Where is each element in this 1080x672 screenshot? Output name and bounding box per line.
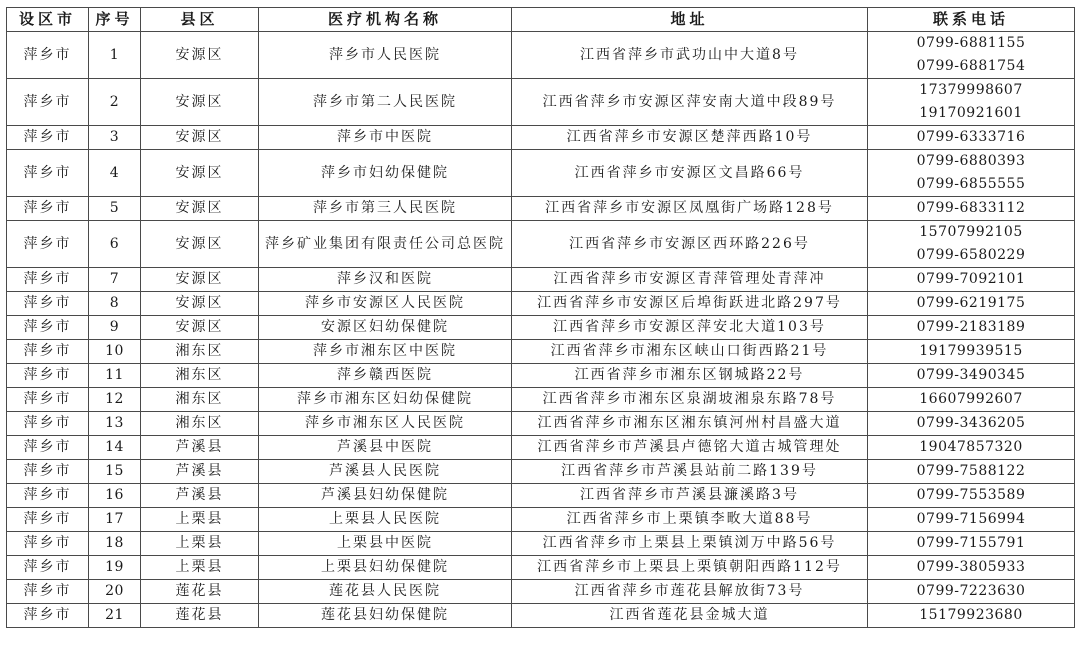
cell-county: 芦溪县	[141, 436, 259, 460]
cell-number: 9	[89, 316, 141, 340]
cell-city: 萍乡市	[7, 460, 89, 484]
table-row	[7, 221, 1075, 268]
cell-phone	[868, 340, 1075, 364]
cell-phone	[868, 32, 1075, 79]
cell-city: 萍乡市	[7, 340, 89, 364]
cell-address: 江西省萍乡市安源区文昌路66号	[512, 150, 868, 197]
table-row	[7, 604, 1075, 628]
table-row	[7, 388, 1075, 412]
cell-county: 安源区	[141, 79, 259, 126]
phone-number: 19047857320	[919, 439, 1023, 455]
cell-county: 上栗县	[141, 508, 259, 532]
header-county: 县区	[141, 8, 259, 32]
cell-city: 萍乡市	[7, 580, 89, 604]
cell-institution-name: 萍乡赣西医院	[259, 364, 512, 388]
cell-phone	[868, 604, 1075, 628]
cell-number: 10	[89, 340, 141, 364]
table-row	[7, 580, 1075, 604]
cell-phone	[868, 79, 1075, 126]
cell-address: 江西省萍乡市芦溪县卢德铭大道古城管理处	[512, 436, 868, 460]
cell-number: 5	[89, 197, 141, 221]
cell-address: 江西省萍乡市上栗县上栗镇朝阳西路112号	[512, 556, 868, 580]
cell-phone	[868, 292, 1075, 316]
cell-county: 安源区	[141, 316, 259, 340]
cell-institution-name: 上栗县中医院	[259, 532, 512, 556]
phone-number: 19170921601	[919, 105, 1023, 121]
phone-number: 0799-3490345	[916, 367, 1026, 383]
phone-number: 0799-7553589	[916, 487, 1026, 503]
cell-phone	[868, 150, 1075, 197]
cell-address: 江西省萍乡市安源区凤凰街广场路128号	[512, 197, 868, 221]
cell-institution-name: 萍乡市第二人民医院	[259, 79, 512, 126]
cell-number: 6	[89, 221, 141, 268]
cell-city: 萍乡市	[7, 436, 89, 460]
phone-number: 17379998607	[919, 82, 1023, 98]
phone-number: 0799-6219175	[916, 295, 1026, 311]
cell-number: 20	[89, 580, 141, 604]
cell-city: 萍乡市	[7, 126, 89, 150]
header-institution-name: 医疗机构名称	[259, 8, 512, 32]
cell-number: 8	[89, 292, 141, 316]
phone-number: 0799-2183189	[916, 319, 1026, 335]
cell-city: 萍乡市	[7, 32, 89, 79]
cell-county: 芦溪县	[141, 460, 259, 484]
phone-number: 0799-6833112	[916, 200, 1026, 216]
cell-city: 萍乡市	[7, 79, 89, 126]
cell-number: 11	[89, 364, 141, 388]
table-row	[7, 508, 1075, 532]
cell-institution-name: 芦溪县人民医院	[259, 460, 512, 484]
cell-county: 安源区	[141, 150, 259, 197]
cell-city: 萍乡市	[7, 197, 89, 221]
cell-institution-name: 莲花县人民医院	[259, 580, 512, 604]
header-city: 设区市	[7, 8, 89, 32]
cell-county: 湘东区	[141, 340, 259, 364]
cell-address: 江西省萍乡市莲花县解放街73号	[512, 580, 868, 604]
cell-institution-name: 萍乡汉和医院	[259, 268, 512, 292]
cell-county: 安源区	[141, 32, 259, 79]
table-row	[7, 484, 1075, 508]
cell-county: 上栗县	[141, 556, 259, 580]
cell-phone	[868, 532, 1075, 556]
phone-number: 0799-7155791	[916, 535, 1026, 551]
phone-number: 0799-3805933	[916, 559, 1026, 575]
cell-city: 萍乡市	[7, 532, 89, 556]
hospital-table	[6, 7, 1075, 628]
cell-city: 萍乡市	[7, 484, 89, 508]
cell-address: 江西省萍乡市安源区后埠街跃进北路297号	[512, 292, 868, 316]
table-row	[7, 268, 1075, 292]
table-row	[7, 150, 1075, 197]
table-row	[7, 364, 1075, 388]
phone-number: 0799-6333716	[916, 129, 1026, 145]
table-row	[7, 532, 1075, 556]
cell-number: 14	[89, 436, 141, 460]
cell-address: 江西省萍乡市上栗县上栗镇浏万中路56号	[512, 532, 868, 556]
cell-address: 江西省萍乡市湘东区泉湖坡湘泉东路78号	[512, 388, 868, 412]
phone-number: 19179939515	[919, 343, 1023, 359]
cell-institution-name: 萍乡市湘东区中医院	[259, 340, 512, 364]
cell-phone	[868, 388, 1075, 412]
table-row	[7, 126, 1075, 150]
cell-phone	[868, 436, 1075, 460]
table-row	[7, 316, 1075, 340]
cell-institution-name: 萍乡市中医院	[259, 126, 512, 150]
cell-phone	[868, 221, 1075, 268]
cell-county: 安源区	[141, 292, 259, 316]
cell-phone	[868, 556, 1075, 580]
cell-address: 江西省萍乡市安源区萍安北大道103号	[512, 316, 868, 340]
cell-number: 19	[89, 556, 141, 580]
cell-institution-name: 莲花县妇幼保健院	[259, 604, 512, 628]
cell-number: 12	[89, 388, 141, 412]
phone-number: 0799-3436205	[916, 415, 1026, 431]
cell-address: 江西省萍乡市芦溪县站前二路139号	[512, 460, 868, 484]
phone-number: 0799-6880393	[916, 153, 1026, 169]
phone-number: 0799-7092101	[916, 271, 1026, 287]
cell-city: 萍乡市	[7, 412, 89, 436]
cell-address: 江西省萍乡市湘东区湘东镇河州村昌盛大道	[512, 412, 868, 436]
cell-number: 18	[89, 532, 141, 556]
cell-institution-name: 萍乡市湘东区妇幼保健院	[259, 388, 512, 412]
header-phone: 联系电话	[868, 8, 1075, 32]
cell-city: 萍乡市	[7, 604, 89, 628]
header-address: 地址	[512, 8, 868, 32]
cell-institution-name: 萍乡市安源区人民医院	[259, 292, 512, 316]
cell-county: 安源区	[141, 197, 259, 221]
cell-county: 安源区	[141, 268, 259, 292]
cell-phone	[868, 580, 1075, 604]
phone-number: 0799-6881754	[916, 58, 1026, 74]
cell-address: 江西省萍乡市湘东区钢城路22号	[512, 364, 868, 388]
cell-county: 湘东区	[141, 364, 259, 388]
cell-institution-name: 芦溪县中医院	[259, 436, 512, 460]
phone-number: 16607992607	[919, 391, 1023, 407]
cell-city: 萍乡市	[7, 221, 89, 268]
cell-number: 13	[89, 412, 141, 436]
hospital-list-document	[6, 7, 1074, 628]
cell-city: 萍乡市	[7, 150, 89, 197]
cell-institution-name: 安源区妇幼保健院	[259, 316, 512, 340]
cell-number: 1	[89, 32, 141, 79]
cell-county: 湘东区	[141, 388, 259, 412]
cell-county: 上栗县	[141, 532, 259, 556]
cell-city: 萍乡市	[7, 388, 89, 412]
cell-phone	[868, 412, 1075, 436]
cell-number: 21	[89, 604, 141, 628]
cell-address: 江西省萍乡市武功山中大道8号	[512, 32, 868, 79]
cell-city: 萍乡市	[7, 268, 89, 292]
cell-address: 江西省莲花县金城大道	[512, 604, 868, 628]
phone-number: 0799-7223630	[916, 583, 1026, 599]
cell-address: 江西省萍乡市安源区萍安南大道中段89号	[512, 79, 868, 126]
cell-institution-name: 萍乡市妇幼保健院	[259, 150, 512, 197]
cell-phone	[868, 460, 1075, 484]
table-row	[7, 436, 1075, 460]
phone-number: 0799-7588122	[916, 463, 1026, 479]
table-row	[7, 460, 1075, 484]
cell-county: 安源区	[141, 221, 259, 268]
table-row	[7, 340, 1075, 364]
cell-number: 16	[89, 484, 141, 508]
cell-institution-name: 芦溪县妇幼保健院	[259, 484, 512, 508]
cell-phone	[868, 316, 1075, 340]
cell-city: 萍乡市	[7, 508, 89, 532]
table-row	[7, 556, 1075, 580]
cell-address: 江西省萍乡市安源区楚萍西路10号	[512, 126, 868, 150]
table-row	[7, 412, 1075, 436]
cell-institution-name: 上栗县妇幼保健院	[259, 556, 512, 580]
phone-number: 0799-6580229	[916, 247, 1026, 263]
table-row	[7, 292, 1075, 316]
phone-number: 0799-7156994	[916, 511, 1026, 527]
header-number: 序号	[89, 8, 141, 32]
cell-phone	[868, 484, 1075, 508]
table-header-row	[7, 8, 1075, 32]
cell-city: 萍乡市	[7, 364, 89, 388]
cell-number: 4	[89, 150, 141, 197]
cell-institution-name: 萍乡矿业集团有限责任公司总医院	[259, 221, 512, 268]
cell-county: 湘东区	[141, 412, 259, 436]
cell-address: 江西省萍乡市安源区青萍管理处青萍冲	[512, 268, 868, 292]
cell-city: 萍乡市	[7, 316, 89, 340]
cell-number: 17	[89, 508, 141, 532]
cell-county: 安源区	[141, 126, 259, 150]
cell-phone	[868, 268, 1075, 292]
cell-address: 江西省萍乡市芦溪县濂溪路3号	[512, 484, 868, 508]
cell-city: 萍乡市	[7, 556, 89, 580]
phone-number: 0799-6881155	[916, 35, 1026, 51]
cell-phone	[868, 126, 1075, 150]
cell-address: 江西省萍乡市上栗镇李畋大道88号	[512, 508, 868, 532]
cell-number: 7	[89, 268, 141, 292]
cell-county: 芦溪县	[141, 484, 259, 508]
cell-phone	[868, 364, 1075, 388]
phone-number: 0799-6855555	[916, 176, 1026, 192]
cell-institution-name: 萍乡市人民医院	[259, 32, 512, 79]
table-row	[7, 32, 1075, 79]
cell-phone	[868, 508, 1075, 532]
cell-county: 莲花县	[141, 580, 259, 604]
cell-number: 2	[89, 79, 141, 126]
phone-number: 15179923680	[919, 607, 1023, 623]
cell-phone	[868, 197, 1075, 221]
cell-institution-name: 萍乡市第三人民医院	[259, 197, 512, 221]
phone-number: 15707992105	[919, 224, 1023, 240]
cell-address: 江西省萍乡市湘东区峡山口街西路21号	[512, 340, 868, 364]
cell-county: 莲花县	[141, 604, 259, 628]
cell-address: 江西省萍乡市安源区西环路226号	[512, 221, 868, 268]
cell-city: 萍乡市	[7, 292, 89, 316]
table-row	[7, 79, 1075, 126]
table-row	[7, 197, 1075, 221]
cell-institution-name: 萍乡市湘东区人民医院	[259, 412, 512, 436]
cell-number: 3	[89, 126, 141, 150]
cell-institution-name: 上栗县人民医院	[259, 508, 512, 532]
cell-number: 15	[89, 460, 141, 484]
